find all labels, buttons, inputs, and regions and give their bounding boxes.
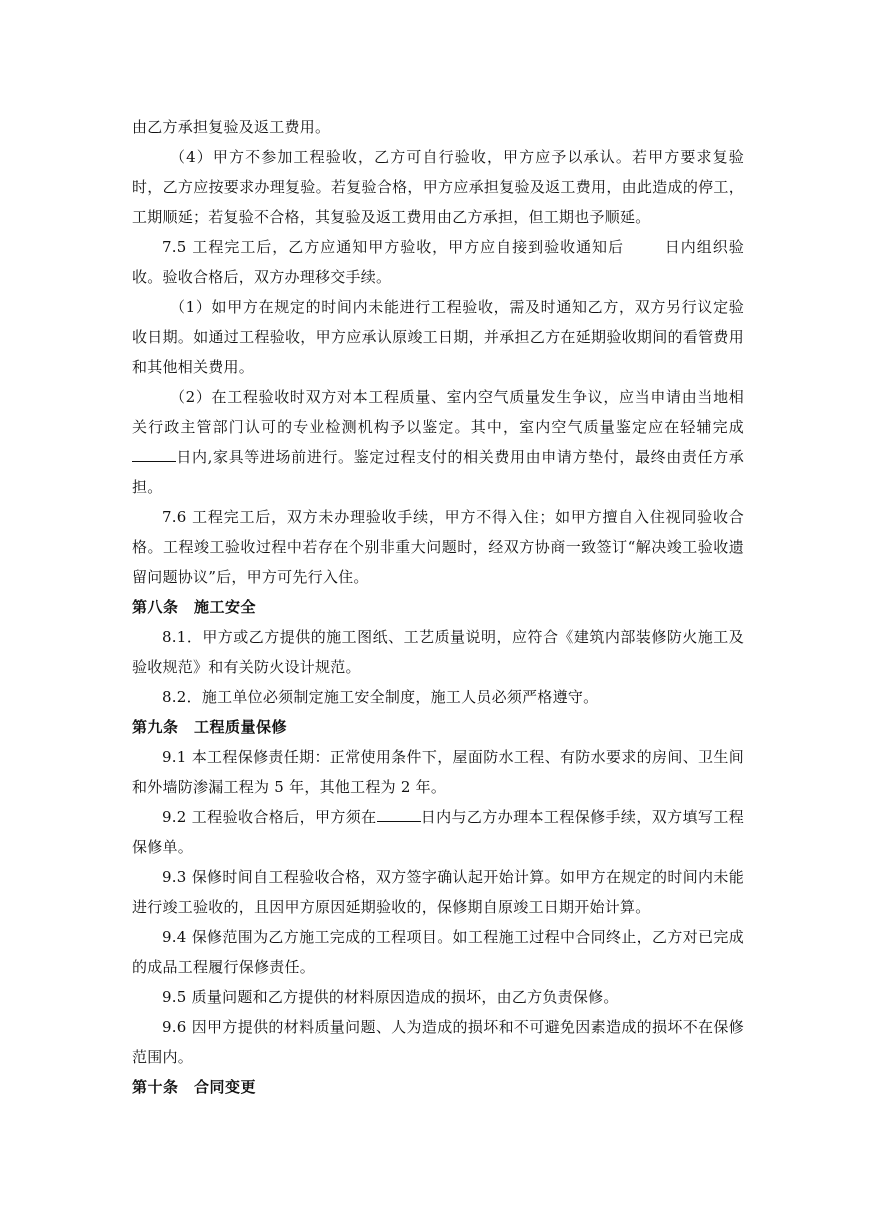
paragraph-8-2: 8.2．施工单位必须制定施工安全制度，施工人员必须严格遵守。 — [162, 688, 599, 706]
paragraph-clause-1: （1）如甲方在规定的时间内未能进行工程验收，需及时通知乙方，双方另行议定验收日期。如通过工程验收，甲方应承认原竣工日期，并承担乙方在延期验收期间的看管费用和其他相关费用。 — [132, 298, 744, 376]
paragraph-9-4: 9.4 保修范围为乙方施工完成的工程项目。如工程施工过程中合同终止，乙方对已完成的成品工程履行保修责任。 — [132, 928, 744, 976]
paragraph-clause-2 — [132, 382, 744, 502]
document-page — [132, 112, 744, 1102]
paragraph-clause-2-part-b: 日内,家具等进场前进行。鉴定过程支付的相关费用由申请方垫付，最终由责任方承担。 — [132, 448, 744, 496]
section-heading-9: 第九条 工程质量保修 — [132, 718, 288, 736]
paragraph-7-5 — [132, 232, 744, 292]
paragraph-9-2-part-a: 9.2 工程验收合格后，甲方须在 — [162, 808, 377, 826]
paragraph-7-5-part-a: 7.5 工程完工后，乙方应通知甲方验收，甲方应自接到验收通知后 — [162, 238, 625, 256]
paragraph-8-1: 8.1．甲方或乙方提供的施工图纸、工艺质量说明，应符合《建筑内部装修防火施工及验收规范》和有关防火设计规范。 — [132, 628, 744, 676]
paragraph-clause-4: （4）甲方不参加工程验收，乙方可自行验收，甲方应予以承认。若甲方要求复验时，乙方应按要求办理复验。若复验合格，甲方应承担复验及返工费用，由此造成的停工，工期顺延；若复验不合格，其复验及返工费用由乙方承担，但工期也予顺延。 — [132, 148, 744, 226]
paragraph-clause-2-part-a: （2）在工程验收时双方对本工程质量、室内空气质量发生争议，应当申请由当地相关行政主管部门认可的专业检测机构予以鉴定。其中，室内空气质量鉴定应在轻辅完成 — [132, 388, 744, 436]
paragraph-9-3: 9.3 保修时间自工程验收合格，双方签字确认起开始计算。如甲方在规定的时间内未能进行竣工验收的，且因甲方原因延期验收的，保修期自原竣工日期开始计算。 — [132, 868, 744, 916]
paragraph-9-2 — [132, 802, 744, 862]
paragraph-7-6: 7.6 工程完工后，双方未办理验收手续，甲方不得入住；如甲方擅自入住视同验收合格。工程竣工验收过程中若存在个别非重大问题时，经双方协商一致签订“解决竣工验收遗留问题协议”后，甲方可先行入住。 — [132, 508, 744, 586]
fill-in-blank[interactable] — [377, 806, 421, 822]
paragraph-return-cost: 由乙方承担复验及返工费用。 — [132, 118, 331, 136]
section-heading-10: 第十条 合同变更 — [132, 1078, 257, 1096]
paragraph-9-1: 9.1 本工程保修责任期：正常使用条件下，屋面防水工程、有防水要求的房间、卫生间和外墙防渗漏工程为 5 年，其他工程为 2 年。 — [132, 748, 744, 796]
paragraph-9-6: 9.6 因甲方提供的材料质量问题、人为造成的损坏和不可避免因素造成的损坏不在保修范围内。 — [132, 1018, 744, 1066]
paragraph-9-2-part-b: 日内与乙方办理本工程保修手续，双方填写工程保修单。 — [132, 808, 744, 856]
paragraph-7-5-part-b: 日内组织验收。验收合格后，双方办理移交手续。 — [132, 238, 744, 286]
fill-in-blank[interactable] — [132, 446, 176, 462]
paragraph-9-5: 9.5 质量问题和乙方提供的材料原因造成的损坏，由乙方负责保修。 — [162, 988, 619, 1006]
section-heading-8: 第八条 施工安全 — [132, 598, 257, 616]
